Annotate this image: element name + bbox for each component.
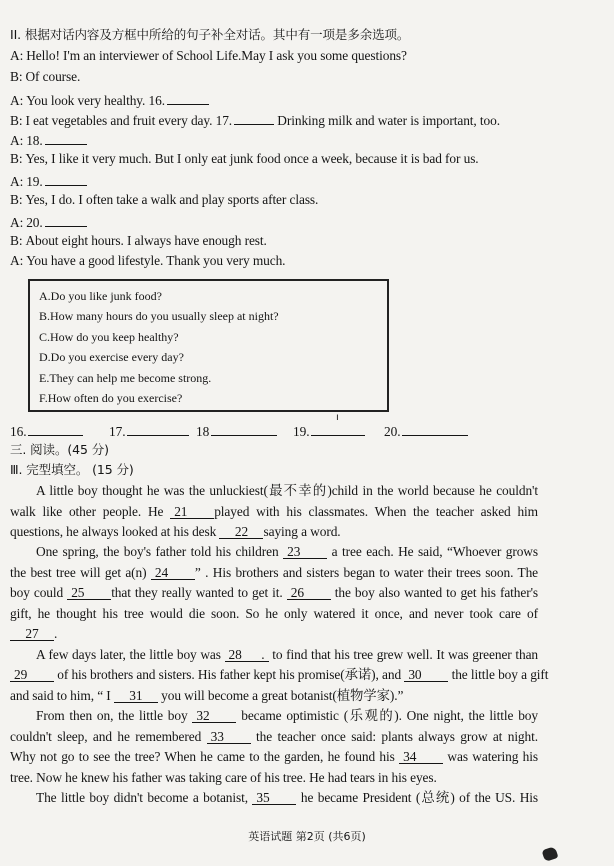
passage-text: saying a word. (263, 524, 341, 539)
passage-text: and said to him, “ I (10, 688, 114, 703)
dialogue-line (10, 233, 267, 249)
page-footer: 英语试题 第2页 (共6页) (248, 830, 366, 843)
passage-text: the best tree will get a(n) (10, 565, 151, 580)
section2-title: II. 根据对话内容及方框中所给的句子补全对话。其中有一项是多余选项。 (10, 27, 410, 42)
passage-text: gift, he thought his tree would die soon. So he only watered it once, and never took care of (10, 606, 538, 621)
cloze-blank[interactable]: 32 (192, 708, 236, 723)
ink-smudge (541, 846, 558, 862)
answer-slot (109, 421, 189, 440)
passage-line (10, 565, 538, 581)
dialogue-text: You look very healthy. 16. (26, 93, 165, 108)
passage-text: the boy also wanted to get his father's (330, 585, 539, 600)
cloze-blank[interactable]: 35 (252, 790, 296, 805)
dialogue-text: About eight hours. I always have enough rest. (25, 233, 267, 248)
dialogue-text: 20. (26, 215, 43, 230)
passage-text: . (54, 626, 58, 641)
options-box (28, 279, 389, 412)
passage-line (10, 524, 341, 540)
speaker-label: A: (10, 48, 24, 63)
passage-text: The little boy didn't become a botanist, (36, 790, 253, 805)
passage-line (10, 504, 538, 520)
speaker-label: A: (10, 133, 24, 148)
answer-slot (293, 421, 365, 440)
passage-line (36, 708, 538, 724)
passage-text: walk like other people. He (10, 504, 171, 519)
speaker-label: A: (10, 93, 24, 108)
answer-slot (384, 421, 468, 440)
dialogue-text: 18. (26, 133, 43, 148)
answer-blank[interactable] (45, 212, 87, 227)
dialogue-line (10, 69, 80, 85)
dialogue-line (10, 212, 87, 231)
passage-line (10, 749, 538, 765)
option-item: A.Do you like junk food? (39, 289, 162, 303)
cloze-blank[interactable]: 27 (10, 626, 54, 641)
passage-text: boy could (10, 585, 68, 600)
cloze-blank[interactable]: 21 (170, 504, 214, 519)
answer-blank[interactable] (45, 130, 87, 145)
cloze-blank[interactable]: 23 (283, 544, 327, 559)
dialogue-text: Yes, I do. I often take a walk and play sports after class. (25, 192, 319, 207)
passage-text: the teacher once said: plants always grow at night. (250, 729, 538, 744)
dialogue-line (10, 192, 318, 208)
answer-number: 20. (384, 424, 401, 439)
dialogue-line (10, 90, 209, 109)
stray-mark: ı (336, 412, 339, 423)
answer-number: 17. (109, 424, 126, 439)
cloze-blank[interactable]: 24 (151, 565, 195, 580)
passage-text: A few days later, the little boy was (36, 647, 225, 662)
option-item: B.How many hours do you usually sleep at night? (39, 309, 279, 324)
passage-text: couldn't sleep, and he remembered (10, 729, 207, 744)
passage-text: of his brothers and sisters. His father kept his promise(承诺), and (54, 667, 405, 682)
option-item: E.They can help me become strong. (39, 370, 212, 385)
cloze-blank[interactable]: 29 (10, 667, 54, 682)
answer-blank[interactable] (167, 90, 209, 105)
speaker-label: B: (10, 192, 23, 207)
dialogue-line (10, 110, 500, 129)
dialogue-text: 19. (26, 174, 43, 189)
answer-blank[interactable] (234, 110, 274, 125)
dialogue-text: Hello! I'm an interviewer of School Life.May I ask you some questions? (26, 48, 407, 63)
cloze-blank[interactable]: 30 (404, 667, 448, 682)
passage-text: became optimistic (乐观的). One night, the little boy (236, 708, 538, 723)
dialogue-line (10, 48, 407, 64)
passage-text: ” . His brothers and sisters began to water their trees soon. The (194, 565, 539, 580)
dialogue-text: Drinking milk and water is important, too. (274, 113, 500, 128)
passage-text: A little boy thought he was the unluckiest(最不幸的)child in the world because he couldn't (36, 483, 538, 498)
answer-blank[interactable] (311, 421, 365, 436)
reading-heading: 三. 阅读。(45 分) (10, 442, 109, 457)
passage-text: questions, he always looked at his desk (10, 524, 220, 539)
answer-blank[interactable] (45, 171, 87, 186)
passage-line (36, 544, 538, 560)
cloze-blank[interactable]: 22 (219, 524, 263, 539)
dialogue-text: Of course. (25, 69, 81, 84)
answer-slot (10, 421, 83, 440)
passage-text: the little boy a gift (448, 667, 549, 682)
cloze-blank[interactable]: 26 (287, 585, 331, 600)
cloze-blank[interactable]: 25 (67, 585, 111, 600)
passage-text: One spring, the boy's father told his children (36, 544, 284, 559)
passage-text: tree. Now he knew his father was taking care of his tree. He had tears in his eyes. (10, 770, 437, 785)
cloze-blank[interactable]: 34 (399, 749, 443, 764)
answer-blank[interactable] (127, 421, 189, 436)
dialogue-text: I eat vegetables and fruit every day. 17. (25, 113, 233, 128)
dialogue-text: You have a good lifestyle. Thank you very much. (26, 253, 286, 268)
option-item: F.How often do you exercise? (39, 391, 183, 405)
passage-line (10, 688, 403, 704)
answer-number: 19. (293, 424, 310, 439)
passage-line (36, 790, 538, 806)
passage-line (36, 647, 538, 663)
speaker-label: A: (10, 253, 24, 268)
answer-blank[interactable] (211, 421, 277, 436)
passage-text: a tree each. He said, “Whoever grows (327, 544, 538, 559)
answer-number: 16. (10, 424, 27, 439)
passage-text: you will become a great botanist(植物学家).” (157, 688, 404, 703)
passage-line (10, 667, 549, 683)
dialogue-line (10, 253, 285, 269)
passage-line (10, 770, 437, 786)
dialogue-line (10, 171, 87, 190)
cloze-blank[interactable]: 33 (207, 729, 251, 744)
answer-blank[interactable] (402, 421, 468, 436)
speaker-label: B: (10, 113, 23, 128)
dialogue-line (10, 151, 479, 167)
option-item: C.How do you keep healthy? (39, 329, 179, 344)
passage-text: to find that his tree grew well. It was greener than (268, 647, 539, 662)
speaker-label: B: (10, 69, 23, 84)
speaker-label: A: (10, 215, 24, 230)
passage-text: From then on, the little boy (36, 708, 193, 723)
cloze-blank[interactable]: 31 (114, 688, 158, 703)
passage-line (36, 483, 538, 499)
passage-line (10, 606, 538, 622)
answer-blank[interactable] (28, 421, 83, 436)
dialogue-text: Yes, I like it very much. But I only eat junk food once a week, because it is bad for us. (25, 151, 479, 166)
answer-number: 18 (196, 424, 210, 439)
cloze-blank[interactable]: 28 . (225, 647, 269, 662)
passage-line (10, 585, 538, 601)
speaker-label: B: (10, 233, 23, 248)
cloze-heading: Ⅲ. 完型填空。 (15 分) (10, 462, 134, 477)
speaker-label: A: (10, 174, 24, 189)
passage-line (10, 626, 57, 642)
passage-text: he became President (总统) of the US. His (296, 790, 538, 805)
passage-line (10, 729, 538, 745)
dialogue-line (10, 130, 87, 149)
passage-text: that they really wanted to get it. (111, 585, 287, 600)
answer-slot (196, 421, 277, 440)
option-item: D.Do you exercise every day? (39, 350, 184, 365)
passage-text: played with his classmates. When the teacher asked him (214, 504, 538, 519)
speaker-label: B: (10, 151, 23, 166)
passage-text: Why not go to see the tree? When he came to the garden, he found his (10, 749, 400, 764)
passage-text: was watering his (443, 749, 538, 764)
